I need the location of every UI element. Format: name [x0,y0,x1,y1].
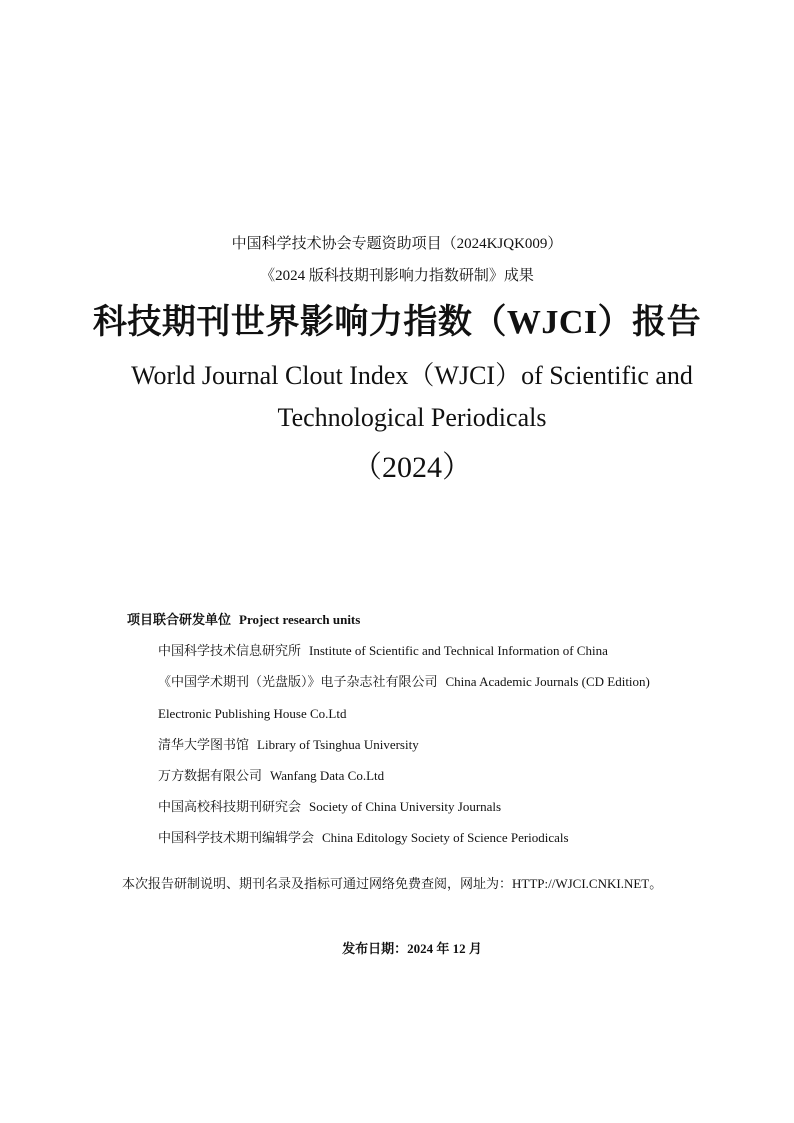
units-heading [127,612,360,628]
unit-name-en: Institute of Scientific and Technical Information of China [309,643,608,658]
unit-name-en: Library of Tsinghua University [257,737,419,752]
report-title-en-line2: Technological Periodicals [277,403,547,432]
unit-item [158,674,650,690]
report-title-zh: 科技期刊世界影响力指数（WJCI）报告 [92,304,702,341]
unit-name-zh: 中国高校科技期刊研究会 [158,799,302,814]
unit-name-en: Society of China University Journals [309,799,502,814]
funding-line: 中国科学技术协会专题资助项目（2024KJQK009） [231,236,563,252]
unit-name-en: Wanfang Data Co.Ltd [270,768,385,783]
unit-name-zh: 中国科学技术期刊编辑学会 [158,830,315,845]
unit-name-zh: 中国科学技术信息研究所 [158,643,302,658]
access-notice: 本次报告研制说明、期刊名录及指标可通过网络免费查阅，网址为：HTTP://WJCI.CNKI.NET。 [122,876,663,891]
project-line: 《2024 版科技期刊影响力指数研制》成果 [260,268,534,284]
unit-item [158,768,384,784]
units-heading-en: Project research units [239,612,361,627]
report-title-en-line1: World Journal Clout Index（WJCI）of Scientific and [131,361,693,390]
unit-name-zh: 万方数据有限公司 [158,768,263,783]
unit-name-en: China Editology Society of Science Periodicals [322,830,569,845]
unit-item [158,799,501,815]
unit-name-en: China Academic Journals (CD Edition) [445,674,650,689]
unit-name-zh: 清华大学图书馆 [158,737,250,752]
report-year: （2024） [352,451,472,484]
unit-name-en-continued: Electronic Publishing House Co.Ltd [158,706,347,721]
release-date: 发布日期：2024 年 12 月 [342,941,482,956]
unit-name-zh: 《中国学术期刊（光盘版）》电子杂志社有限公司 [158,674,438,689]
units-heading-zh: 项目联合研发单位 [127,612,232,627]
unit-item [158,737,419,753]
unit-item [158,643,608,659]
unit-item [158,830,569,846]
